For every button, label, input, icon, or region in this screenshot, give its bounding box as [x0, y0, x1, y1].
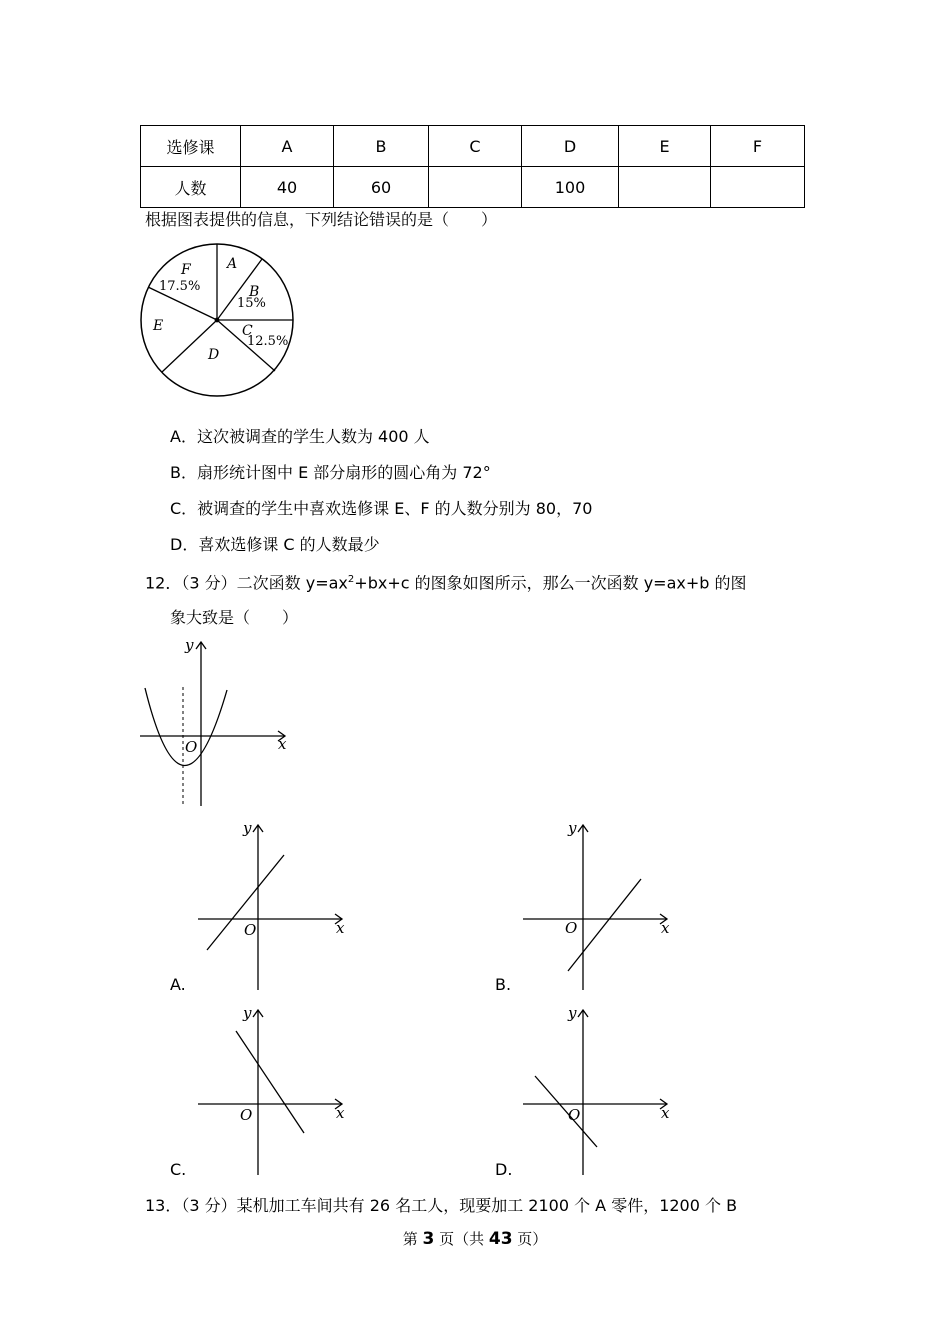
q11-option-c: C．被调查的学生中喜欢选修课 E、F 的人数分别为 80，70	[170, 499, 593, 518]
table-header-row	[141, 126, 805, 167]
q11-option-b: B．扇形统计图中 E 部分扇形的圆心角为 72°	[170, 463, 491, 482]
y-label: y	[243, 1004, 252, 1022]
q11-option-a: A．这次被调查的学生人数为 400 人	[170, 427, 430, 446]
table-cell: 100	[522, 167, 619, 208]
q12-text-post: +bx+c 的图象如图所示，那么一次函数 y=ax+b 的图	[354, 573, 747, 593]
q12-line1	[145, 569, 747, 594]
course-table	[140, 125, 805, 208]
y-label: y	[185, 636, 194, 654]
origin-label: O	[565, 919, 578, 937]
pie-pct-b: 15%	[237, 296, 266, 311]
table-cell: E	[619, 126, 711, 167]
x-label: x	[336, 919, 345, 937]
table-cell	[711, 167, 805, 208]
table-cell: D	[522, 126, 619, 167]
origin-label: O	[240, 1106, 253, 1124]
table-cell: F	[711, 126, 805, 167]
origin-label: O	[185, 738, 198, 756]
footer-post: 页）	[512, 1230, 548, 1248]
q13-line1	[145, 1195, 737, 1217]
q12-superscript: 2	[347, 574, 355, 585]
footer-mid: 页（共	[434, 1230, 489, 1248]
q12-line2: 象大致是（ ）	[170, 608, 299, 627]
pie-label-c: C	[242, 323, 253, 339]
footer-page-number: 3	[422, 1229, 435, 1249]
table-cell	[429, 167, 522, 208]
line-graph	[568, 879, 641, 971]
page-footer	[0, 1228, 950, 1249]
x-label: x	[661, 1104, 670, 1122]
choice-b-label: B.	[495, 975, 512, 994]
table-cell: C	[429, 126, 522, 167]
choice-b-graph	[515, 815, 680, 993]
table-cell	[619, 167, 711, 208]
parabola-graph	[135, 632, 295, 810]
choice-a-graph	[190, 815, 355, 993]
x-label: x	[661, 919, 670, 937]
q11-prompt: 根据图表提供的信息，下列结论错误的是（ ）	[145, 210, 498, 229]
pie-center	[215, 318, 220, 323]
y-label: y	[568, 1004, 577, 1022]
table-cell: 选修课	[141, 126, 241, 167]
pie-pct-c: 12.5%	[247, 334, 289, 349]
q13-text: 某机加工车间共有 26 名工人，现要加工 2100 个 A 零件，1200 个 B	[236, 1196, 738, 1215]
pie-label-a: A	[227, 256, 238, 272]
choice-c-label: C.	[170, 1160, 187, 1179]
choice-c-graph	[190, 1000, 355, 1178]
pie-pct-f: 17.5%	[159, 279, 201, 294]
pie-label-b: B	[249, 284, 260, 300]
origin-label: O	[244, 921, 257, 939]
y-label: y	[243, 819, 252, 837]
pie-dividers	[148, 244, 293, 372]
footer-total-pages: 43	[488, 1229, 513, 1249]
table-cell: A	[241, 126, 334, 167]
choice-a-label: A.	[170, 975, 186, 994]
choice-d-label: D.	[495, 1160, 513, 1179]
pie-label-d: D	[208, 347, 220, 363]
pie-chart	[135, 240, 300, 405]
q11-option-d: D．喜欢选修课 C 的人数最少	[170, 535, 380, 554]
x-label: x	[278, 735, 287, 753]
table-cell: B	[334, 126, 429, 167]
y-label: y	[568, 819, 577, 837]
table-cell: 人数	[141, 167, 241, 208]
line-graph	[535, 1076, 597, 1147]
pie-label-e: E	[153, 318, 164, 334]
q12-text-pre: 二次函数 y=ax	[236, 573, 348, 593]
q12-number: 12．	[145, 573, 182, 593]
table-row	[141, 167, 805, 208]
q12-score: （3 分）	[181, 573, 237, 593]
origin-label: O	[568, 1106, 581, 1124]
footer-pre: 第	[402, 1230, 423, 1248]
table-cell: 40	[241, 167, 334, 208]
q13-score: （3 分）	[181, 1196, 237, 1215]
q13-number: 13．	[145, 1196, 182, 1215]
choice-d-graph	[515, 1000, 680, 1178]
table-cell: 60	[334, 167, 429, 208]
x-label: x	[336, 1104, 345, 1122]
pie-label-f: F	[181, 262, 191, 278]
